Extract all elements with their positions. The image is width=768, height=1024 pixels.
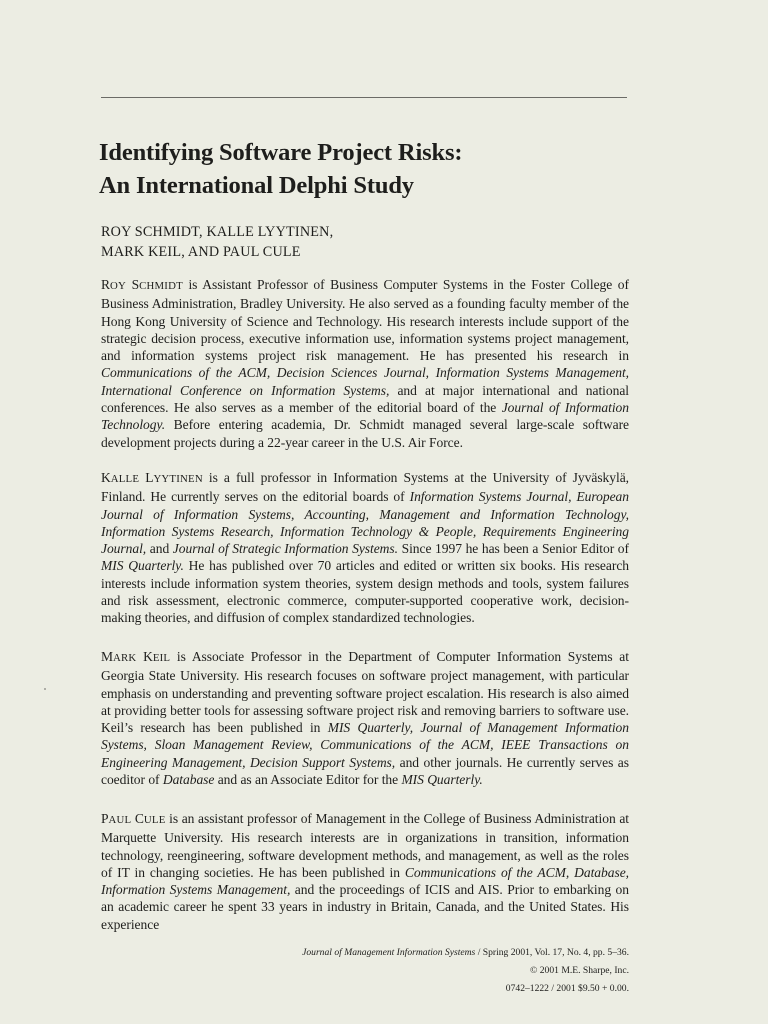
bio-name-smallcaps: YYTINEN <box>153 473 203 485</box>
bio-journal: Journal of Strategic Information Systems. <box>172 541 398 557</box>
bio-journal: MIS Quarterly. <box>401 772 483 788</box>
footer-issn: 0742–1222 / 2001 $9.50 + 0.00. <box>505 983 629 994</box>
bio-name-initial: L <box>139 470 154 485</box>
author-bio-lyytinen <box>101 469 629 627</box>
footer-journal-name: Journal of Management Information Systems <box>302 947 476 958</box>
bio-name-initial: P <box>101 811 109 826</box>
author-bio-cule <box>101 810 629 933</box>
title-line-2: An International Delphi Study <box>99 172 414 199</box>
bio-publications: Communications of the ACM, Decision Sciences Journal, Information Systems Management, International Conference on Information Systems, <box>101 365 629 398</box>
footer-citation <box>302 944 629 962</box>
bio-name-smallcaps: AUL <box>108 814 132 826</box>
bio-text: He has published over 70 articles and edited or written six books. His research interests include information system theories, system design methods and tools, system failures and risk assessment, electronic commerce, computer-supported cooperative work, decision-making theories, and diffusion of complex standardized technologies. <box>101 558 630 626</box>
bio-name-initial: M <box>101 649 113 664</box>
author-line-1: ROY SCHMIDT, KALLE LYYTINEN, <box>101 224 334 240</box>
bio-name-smallcaps: ARK <box>113 652 137 664</box>
bio-text: and at major international and national conferences. He also serves as a member of the editorial board of the <box>101 382 629 416</box>
author-line-2: MARK KEIL, AND PAUL CULE <box>101 244 301 260</box>
bio-name-initial: K <box>136 649 153 664</box>
author-bio-keil <box>101 648 629 788</box>
bio-text: and <box>146 541 173 557</box>
bio-text: is a full professor in Information Systems at the University of Jyväskylä, Finland. He currently serves on the editorial boards of <box>101 470 629 505</box>
bio-name-smallcaps: OY <box>110 280 126 292</box>
bio-name-initial: K <box>101 470 111 485</box>
bio-journals: MIS Quarterly, Journal of Management Information Systems, Sloan Management Review, Communications of the ACM, IEEE Transactions on Engineering Management, Decision Support Systems, <box>101 720 629 770</box>
bio-name-initial: S <box>126 277 140 292</box>
bio-name-smallcaps: EIL <box>152 652 171 664</box>
bio-text: is Assistant Professor of Business Computer Systems in the Foster College of Business Administration, Bradley University. He also served as a founding faculty member of the Hong Kong University of Science and Technology. His research interests include support of the strategic decision process, executive information use, information systems project management, and information systems project risk management. He has presented his research in <box>101 277 629 364</box>
footer-copyright: © 2001 M.E. Sharpe, Inc. <box>530 965 629 976</box>
bio-text: and as an Associate Editor for the <box>214 772 402 788</box>
bio-journal: Journal of Information Technology. <box>101 400 629 433</box>
title-line-1: Identifying Software Project Risks: <box>99 139 463 166</box>
bio-name-initial: C <box>131 811 144 826</box>
top-rule <box>101 97 627 98</box>
bio-name-smallcaps: ALLE <box>110 473 140 485</box>
bio-text: is an assistant professor of Management in the College of Business Administration at Marquette University. His research interests are in organizations in transition, information technology, reengineering, software development methods, and management, as well as the roles of IT in changing societies. He has been published in <box>101 811 629 880</box>
bio-text: and other journals. He currently serves as coeditor of <box>101 754 629 788</box>
bio-name-smallcaps: ULE <box>143 814 166 826</box>
bio-journals: Information Systems Journal, European Journal of Information Systems, Accounting, Management and Information Technology, Information Systems Research, Information Technology & People, Requirements Engineering Journal, <box>101 489 629 557</box>
scan-speck <box>44 688 46 690</box>
article-title <box>99 136 639 202</box>
author-list <box>101 222 621 262</box>
bio-text: is Associate Professor in the Department of Computer Information Systems at Georgia State University. His research focuses on software project management, with particular emphasis on understanding and preventing software project escalation. His research is also aimed at providing better tools for assessing software project risk and removing barriers to software use. Keil’s research has been published in <box>101 649 629 736</box>
bio-text: Before entering academia, Dr. Schmidt managed several large-scale software development projects during a 22-year career in the U.S. Air Force. <box>101 417 629 450</box>
bio-name-smallcaps: CHMIDT <box>139 280 183 292</box>
bio-journal: Database <box>162 772 215 788</box>
bio-journal: MIS Quarterly. <box>101 558 184 574</box>
footer-issue: / Spring 2001, Vol. 17, No. 4, pp. 5–36. <box>475 947 629 958</box>
bio-text: Since 1997 he has been a Senior Editor of <box>397 541 629 557</box>
author-bio-schmidt <box>101 276 629 451</box>
bio-text: and the proceedings of ICIS and AIS. Prior to embarking on an academic career he spent 33 years in industry in Britain, Canada, and the United States. His experience <box>101 882 629 932</box>
bio-name-initial: R <box>101 277 110 292</box>
citation-footer <box>302 944 629 998</box>
bio-publications: Communications of the ACM, Database, Information Systems Management, <box>101 864 629 898</box>
